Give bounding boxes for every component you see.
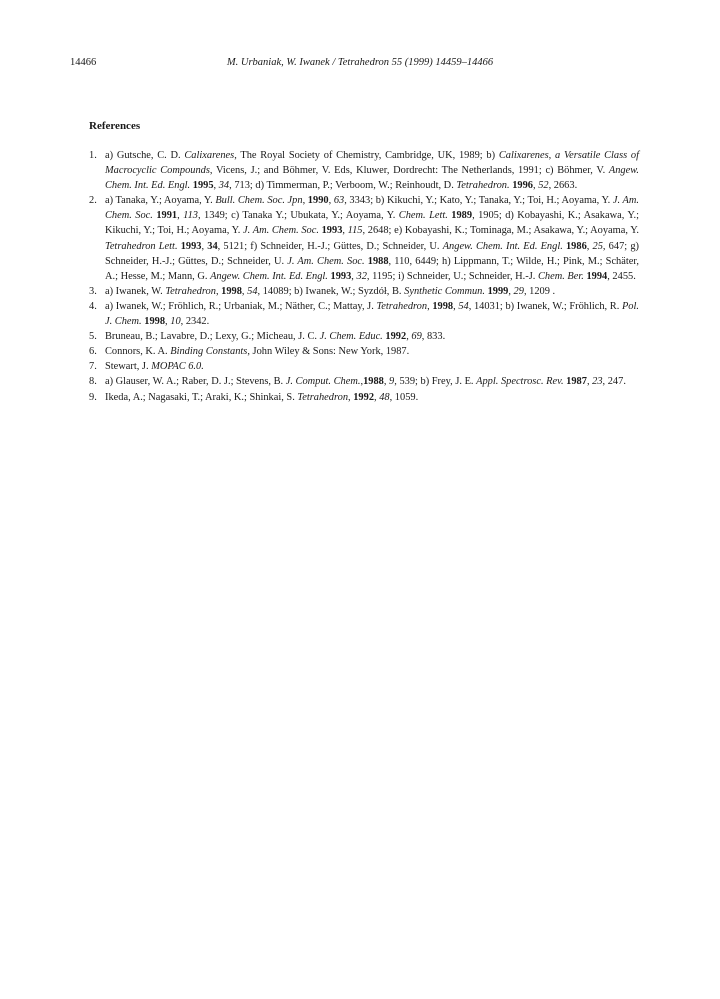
reference-text-run: Pol. J. Chem. [105,300,639,328]
reference-text [105,376,626,387]
reference-item [89,284,639,299]
reference-number: 7. [89,361,97,373]
reference-text-run: , [328,195,334,207]
reference-text-run: , 247. [602,376,626,388]
reference-text-run: , The Royal Society of Chemistry, Cambridge, UK, 1989; b) [234,150,499,161]
reference-text-run: Bruneau, B.; Lavabre, D.; Lexy, G.; Micheau, J. C. [105,331,320,343]
reference-text-run: , [351,270,357,282]
reference-text-run: , John Wiley & Sons: New York, 1987. [247,346,410,358]
reference-text [105,361,204,372]
reference-text-run: , 1349; c) Tanaka Y.; Ubukata, Y.; Aoyama, Y. [197,210,399,222]
reference-text-run: J. Am. Chem. Soc. [105,195,639,222]
reference-text-run: , 110, 6449; h) Lippmann, T.; Wilde, H.; Pink, M.; Schäter, A.; Hesse, M.; Mann, G. [105,255,639,282]
reference-text-run: 1990 [307,195,329,207]
reference-text-run: , [165,316,171,328]
reference-text-run: 52 [538,180,549,192]
reference-text-run: Binding Constants [170,346,248,358]
reference-text-run: 1992 [385,331,407,343]
reference-text-run: , [302,195,308,207]
reference-text-run: , 5121; f) Schneider, H.-J.; Güttes, D.; Schneider, U. [217,240,443,252]
reference-item [89,329,639,344]
reference-text [105,195,639,281]
reference-text-run: , 833. [421,331,446,343]
reference-text-run: Ikeda, A.; Nagasaki, T.; Araki, K.; Shinkai, S. [105,391,298,403]
reference-text-run: Tetrahedron [165,285,216,297]
reference-text-run: , [406,331,412,343]
reference-text-run: Chem. Lett. [398,210,448,222]
reference-text-run: 1998 [144,316,166,328]
reference-text-run: Bull. Chem. Soc. Jpn [215,195,303,207]
reference-item [89,390,639,405]
reference-text-run: Calixarenes, a Versatile Class of Macrocyclic Compounds [105,150,639,177]
reference-number: 8. [89,376,97,388]
reference-text-run: , 539; b) Frey, J. E. [394,376,477,388]
reference-text-run: J. Chem. Educ. [319,331,383,343]
reference-text-run: 54 [247,285,258,297]
reference-text-run: , [586,376,593,388]
reference-text-run: Tetrahedron Lett. [105,240,178,252]
reference-text-run: , 2648; e) Kobayashi, K.; Tominaga, M.; Asakawa, Y.; Aoyama, Y. [362,225,639,237]
reference-text-run: Appl. Spectrosc. Rev. [476,376,564,388]
reference-text-run: , 1209 . [523,285,556,297]
reference-text-run: Angew. Chem. Int. Ed. Engl. [442,240,563,252]
reference-text-run: 69 [411,331,422,343]
reference-text-run: , 1905; d) Kobayashi, K.; Asakawa, Y.; Kikuchi, Y.; Toi, H.; Aoyama, Y. [105,210,639,237]
header-citation: M. Urbaniak, W. Iwanek / Tetrahedron 55 (1999) 14459–14466 [226,57,494,68]
reference-text-run: Tetrahedron [297,391,349,403]
reference-text-run: 113 [183,210,198,222]
reference-text-run: Chem. Ber. [537,270,584,282]
reference-text-run: 34 [218,180,230,192]
reference-text-run: 54 [458,300,469,312]
reference-text-run: , 14089; b) Iwanek, W.; Syzdół, B. [257,285,405,297]
reference-text [105,301,639,327]
reference-text-run: , [201,240,208,252]
reference-text-run: Stewart, J. [105,361,152,373]
reference-text-run: , 1195; i) Schneider, U.; Schneider, H.-J. [366,270,538,282]
reference-text-run: , [453,300,459,312]
reference-text-run: 32 [356,270,367,282]
reference-text-run: 63 [333,195,345,207]
reference-text-run: 1998 [432,300,454,312]
reference-number: 4. [89,300,97,312]
reference-text-run: , [586,240,593,252]
reference-item [89,148,639,193]
reference-item [89,344,639,359]
reference-text-run: 1991 [156,210,178,222]
reference-text-run: J. Am. Chem. Soc. [287,255,365,267]
reference-text [105,150,639,191]
reference-text-run: 48 [379,391,390,403]
reference-text-run: , 2663. [548,180,578,192]
reference-text-run: 1988 [367,255,389,267]
reference-text-run: , [533,180,539,192]
reference-text [105,331,445,342]
reference-text-run: , [177,210,184,222]
reference-text-run: a) Iwanek, W.; Fröhlich, R.; Urbaniak, M.; Näther, C.; Mattay, J. [105,300,377,312]
reference-text-run: , 647; g) Schneider, H.-J.; Güttes, D.; Schneider, U. [105,240,639,267]
reference-text-run: , [342,225,348,237]
reference-text-run: 1993 [180,240,202,252]
reference-number: 5. [89,331,97,343]
references-heading: References [89,120,141,132]
reference-text-run: 34 [207,240,218,252]
reference-text-run: a) Iwanek, W. [105,285,166,297]
reference-text-run: , Vicens, J.; and Böhmer, V. Eds, Kluwer, Dordrecht: The Netherlands, 1991; c) Böhmer, V. [209,165,609,177]
reference-number: 2. [89,195,97,207]
reference-text-run: Calixarenes [184,150,235,161]
reference-item [89,359,639,374]
reference-text-run: 10 [170,316,181,328]
reference-list [89,148,639,405]
reference-item [89,299,639,329]
reference-text-run: , [508,285,514,297]
reference-text-run: 25 [592,240,603,252]
reference-number: 1. [89,150,97,161]
reference-text-run: 1992 [353,391,375,403]
reference-text-run: 1988 [363,376,384,388]
reference-item [89,374,639,389]
reference-item [89,193,639,284]
reference-text-run: , 2342. [180,316,210,328]
reference-text [105,286,555,297]
reference-text-run: , 713; d) Timmerman, P.; Verboom, W.; Reinhoudt, D. [229,180,457,192]
reference-text-run: , 2455. [607,270,636,282]
reference-text-run: 1994 [586,270,608,282]
reference-text-run: Tetrahedron [376,300,428,312]
reference-text-run: Angew. Chem. Int. Ed. Engl. [105,165,639,192]
reference-text-run: J. Am. Chem. Soc. [243,225,319,237]
reference-text-run: a) Tanaka, Y.; Aoyama, Y. [105,195,216,207]
reference-text-run: MOPAC 6.0. [151,361,204,373]
reference-text-run: 29 [513,285,524,297]
reference-text-run: , [213,180,219,192]
reference-text-run: 1993 [330,270,352,282]
reference-text-run: 1995 [192,180,214,192]
reference-text-run: , [360,376,364,388]
reference-text-run: 115 [347,225,363,237]
reference-text-run: 1987 [566,376,587,388]
reference-text [105,392,418,403]
reference-text-run: a) Gutsche, C. D. [105,150,185,161]
reference-text-run: a) Glauser, W. A.; Raber, D. J.; Stevens, B. [105,376,286,388]
reference-text-run: 9 [389,376,395,388]
reference-text-run: , 1059. [389,391,419,403]
reference-text-run: Connors, K. A. [105,346,171,358]
reference-number: 3. [89,285,97,297]
reference-text-run: 1996 [512,180,533,192]
reference-text-run: 1993 [321,225,343,237]
reference-text-run: , 14031; b) Iwanek, W.; Fröhlich, R. [468,300,622,312]
reference-text-run: , [427,300,433,312]
reference-text-run: J. Comput. Chem. [285,376,361,388]
reference-text-run: , [215,285,222,297]
page-number: 14466 [70,57,97,68]
reference-text-run: Angew. Chem. Int. Ed. Engl. [210,270,328,282]
reference-text-run: , [383,376,390,388]
reference-text [105,346,409,357]
reference-text-run: 1989 [451,210,473,222]
reference-text-run: , 3343; b) Kikuchi, Y.; Kato, Y.; Tanaka, Y.; Toi, H.; Aoyama, Y. [344,195,613,207]
reference-text-run: , [374,391,380,403]
reference-text-run: 1986 [565,240,587,252]
reference-text-run: , [348,391,354,403]
reference-text-run: 1999 [487,285,509,297]
reference-text-run: Synthetic Commun. [404,285,485,297]
reference-text-run: 1998 [221,285,242,297]
reference-number: 9. [89,391,97,403]
reference-text-run: 23 [592,376,603,388]
reference-number: 6. [89,346,97,358]
reference-text-run: , [241,285,248,297]
reference-text-run: Tetrahedron. [456,180,510,192]
